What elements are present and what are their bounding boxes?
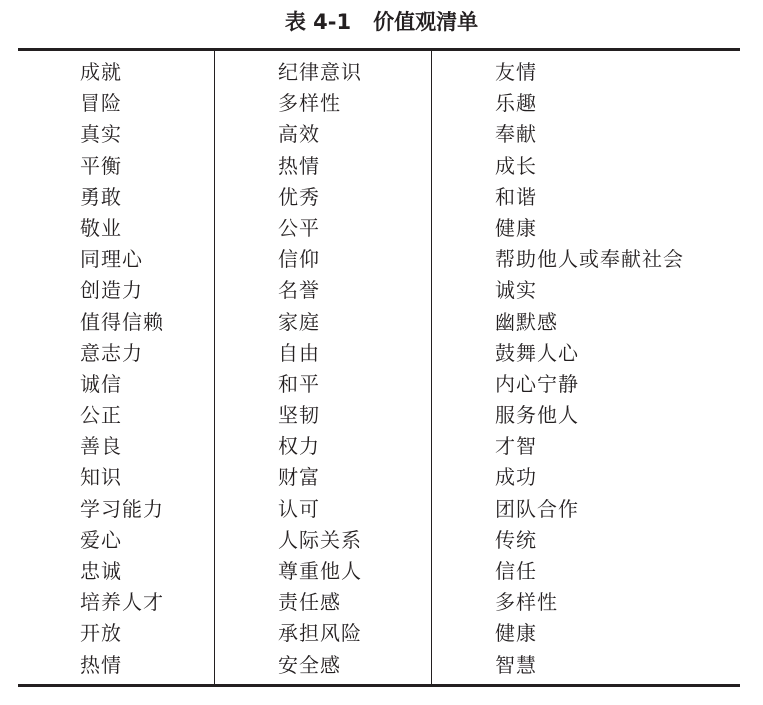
value-item: 财富	[278, 465, 320, 490]
value-item: 承担风险	[278, 621, 362, 646]
value-item: 传统	[495, 527, 537, 552]
value-item: 高效	[278, 122, 320, 147]
value-item: 成功	[495, 465, 537, 490]
value-item: 和平	[278, 371, 320, 396]
value-item: 幽默感	[495, 309, 558, 334]
value-item: 知识	[80, 465, 122, 490]
value-item: 热情	[80, 652, 122, 677]
value-item: 纪律意识	[278, 60, 362, 84]
values-column-2	[278, 57, 362, 681]
values-column-1	[80, 57, 164, 681]
value-item: 同理心	[80, 247, 143, 272]
value-item: 智慧	[495, 652, 537, 677]
value-item: 成就	[80, 60, 122, 84]
value-item: 诚实	[495, 278, 537, 303]
value-item: 信任	[495, 559, 537, 583]
value-item: 帮助他人或奉献社会	[495, 247, 684, 272]
value-item: 奉献	[495, 122, 537, 147]
value-item: 创造力	[80, 278, 143, 303]
value-item: 内心宁静	[495, 371, 579, 396]
value-item: 公正	[80, 403, 122, 428]
value-item: 诚信	[80, 371, 122, 396]
value-item: 成长	[495, 153, 537, 178]
value-item: 优秀	[278, 184, 320, 209]
value-item: 健康	[495, 215, 537, 240]
value-item: 多样性	[278, 91, 341, 116]
value-item: 开放	[80, 621, 122, 646]
table-number: 表 4-1	[284, 10, 352, 34]
value-item: 家庭	[278, 309, 320, 334]
value-item: 值得信赖	[80, 309, 164, 334]
value-item: 培养人才	[80, 590, 164, 615]
values-column-3	[495, 57, 684, 681]
value-item: 才智	[495, 434, 537, 459]
table-caption: 价值观清单	[373, 10, 479, 34]
value-item: 名誉	[278, 278, 320, 303]
table-bottom-rule	[18, 684, 740, 687]
value-item: 信仰	[278, 247, 320, 272]
value-item: 公平	[278, 215, 320, 240]
table-title	[0, 6, 763, 38]
value-item: 责任感	[278, 590, 341, 615]
table-top-rule	[18, 48, 740, 51]
value-item: 和谐	[495, 184, 537, 209]
value-item: 热情	[278, 153, 320, 178]
value-item: 意志力	[80, 340, 143, 365]
value-item: 学习能力	[80, 496, 164, 521]
value-item: 友情	[495, 60, 537, 84]
value-item: 自由	[278, 340, 320, 365]
value-item: 团队合作	[495, 496, 579, 521]
value-item: 平衡	[80, 153, 122, 178]
value-item: 坚韧	[278, 403, 320, 428]
value-item: 安全感	[278, 652, 341, 677]
value-item: 善良	[80, 434, 122, 459]
value-item: 爱心	[80, 527, 122, 552]
value-item: 健康	[495, 621, 537, 646]
value-item: 敬业	[80, 215, 122, 240]
value-item: 鼓舞人心	[495, 340, 579, 365]
value-item: 冒险	[80, 91, 122, 116]
column-divider-1	[214, 51, 215, 684]
value-item: 认可	[278, 496, 320, 521]
value-item: 忠诚	[80, 559, 122, 583]
value-item: 乐趣	[495, 91, 537, 116]
value-item: 勇敢	[80, 184, 122, 209]
value-item: 人际关系	[278, 527, 362, 552]
value-item: 服务他人	[495, 403, 579, 428]
column-divider-2	[431, 51, 432, 684]
value-item: 权力	[278, 434, 320, 459]
value-item: 尊重他人	[278, 559, 362, 583]
value-item: 多样性	[495, 590, 558, 615]
value-item: 真实	[80, 122, 122, 147]
